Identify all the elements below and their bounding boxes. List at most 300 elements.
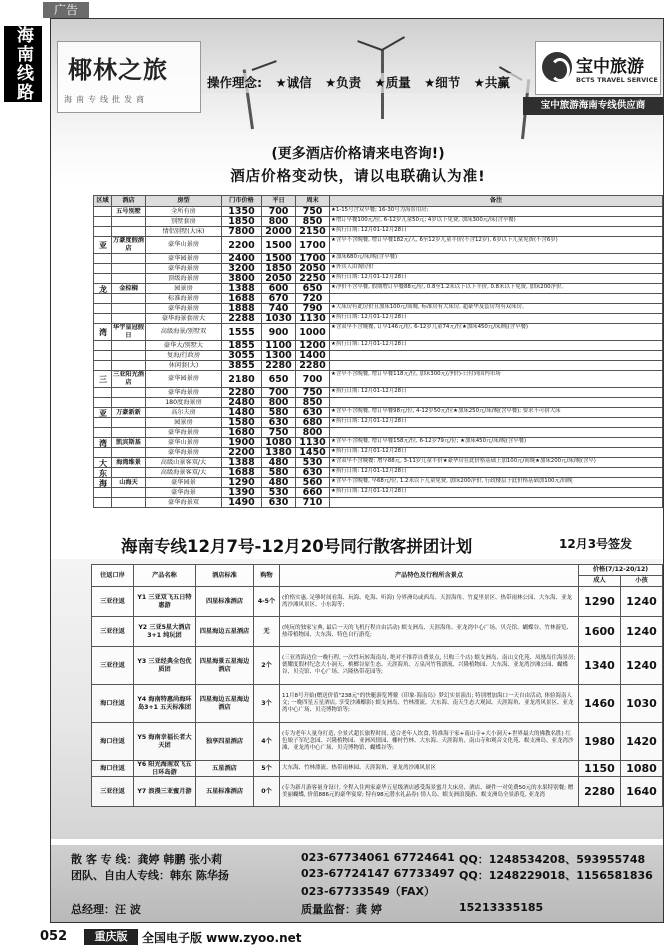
rack-price-cell: 1855 xyxy=(222,341,262,351)
hotel-cell: 山海天 xyxy=(112,478,146,488)
region-cell xyxy=(94,304,112,314)
weekend-price-cell: 800 xyxy=(296,428,330,438)
rack-price-cell: 3855 xyxy=(222,361,262,371)
region-cell: 亚 xyxy=(94,237,112,254)
weekend-price-cell: 1700 xyxy=(296,254,330,264)
weekday-price-cell: 670 xyxy=(262,294,296,304)
table-row xyxy=(94,438,663,448)
bcts-logo xyxy=(535,41,661,95)
note-cell xyxy=(330,498,663,508)
child-price-cell: 1640 xyxy=(620,777,662,807)
yelin-logo-subtitle: 海南专线批发商 xyxy=(64,95,148,104)
weekday-price-cell: 1500 xyxy=(262,254,296,264)
hotel-standard-cell: 四星海边五星酒店 xyxy=(196,617,254,647)
note-cell: ★外宾人由淘房价 xyxy=(330,264,663,274)
product-name-cell: Y7 浪漫三亚蜜月游 xyxy=(134,777,196,807)
general-manager: 总经理：汪 波 xyxy=(71,903,141,916)
port-cell: 三亚往返 xyxy=(92,587,134,617)
region-cell xyxy=(94,398,112,408)
concept-item: ★诚信 xyxy=(275,75,312,90)
rack-price-cell: 1388 xyxy=(222,458,262,468)
hotel-cell: 万豪新新 xyxy=(112,408,146,418)
note-cell: ★含早不含晚餐, 增订早餐118元/位, 加床300元(净价)-只付到国内市场 xyxy=(330,371,663,388)
rack-price-cell: 1490 xyxy=(222,498,262,508)
table-row xyxy=(94,227,663,237)
region-cell xyxy=(94,428,112,438)
port-cell: 海口往返 xyxy=(92,685,134,723)
note-cell: ★含双早不含晚餐, 订早146元/位, 6-12岁儿童74元/位★加床450元/床/晚(含早餐) xyxy=(330,324,663,341)
edition-text: 全国电子版 www.zyoo.net xyxy=(142,931,302,945)
region-cell: 湾 xyxy=(94,324,112,341)
hotel-cell: 金棕榈 xyxy=(112,284,146,294)
region-cell xyxy=(94,274,112,284)
col-header: 门市价格 xyxy=(222,196,262,207)
operating-concept-bar xyxy=(201,73,535,93)
weekend-price-cell: 850 xyxy=(296,217,330,227)
note-cell xyxy=(330,398,663,408)
more-hotels-note: (更多酒店价格请来电咨询!) xyxy=(271,146,445,162)
room-type-cell: 豪华海景双 xyxy=(146,498,222,508)
table-row xyxy=(94,217,663,227)
hotel-cell xyxy=(112,448,146,458)
child-price-cell: 1240 xyxy=(620,587,662,617)
rack-price-cell: 1688 xyxy=(222,468,262,478)
child-price-cell: 1420 xyxy=(620,723,662,761)
table-row xyxy=(94,351,663,361)
room-type-cell: 豪华海景房 xyxy=(146,448,222,458)
weekday-price-cell: 630 xyxy=(262,418,296,428)
weekend-price-cell: 650 xyxy=(296,284,330,294)
hotel-price-table xyxy=(93,195,663,508)
weekend-price-cell: 1200 xyxy=(296,341,330,351)
table-row xyxy=(94,468,663,478)
child-price-cell: 1030 xyxy=(620,685,662,723)
group-line-phone: 023-67724147 67733497 xyxy=(301,867,455,880)
room-type-cell: 复海/行政房 xyxy=(146,351,222,361)
weekend-price-cell: 1130 xyxy=(296,314,330,324)
note-cell: ★含早不含晚餐, 增订早餐158元/位, 6-12岁79元/位; ★加床450元/床/晚(含早餐) xyxy=(330,438,663,448)
itinerary-cell: (专为新月游客量身设计, 全程入住两家豪华五星级酒店感受海景蜜月大床房、酒店、硬件一对免费50元的水果特别餐; 赠美丽蝴蝶, 价值886元的豪华宴席; 特有98元潜水礼品券) 情人岛、蜈支洲浪漫游、蜈支洲岛全景游览, 亚龙湾 xyxy=(280,777,579,807)
col-header: 成人 xyxy=(578,576,620,587)
product-name-cell: Y6 阳光海南双飞五日环岛游 xyxy=(134,761,196,777)
port-cell: 三亚往返 xyxy=(92,617,134,647)
table-row xyxy=(94,324,663,341)
table-row xyxy=(92,723,663,761)
table-header-row xyxy=(92,565,663,576)
concept-item: ★质量 xyxy=(374,75,411,90)
region-cell xyxy=(94,294,112,304)
hotel-cell xyxy=(112,217,146,227)
product-name-cell: Y2 三亚5星大酒店3+1 纯玩团 xyxy=(134,617,196,647)
weekday-price-cell: 800 xyxy=(262,398,296,408)
weekend-price-cell: 2250 xyxy=(296,274,330,284)
table-row xyxy=(94,304,663,314)
col-header: 产品特色及行程所含景点 xyxy=(280,565,579,587)
region-cell: 亚 xyxy=(94,408,112,418)
room-type-cell: 高级海景/别墅双 xyxy=(146,324,222,341)
rack-price-cell: 1580 xyxy=(222,418,262,428)
weekday-price-cell: 800 xyxy=(262,217,296,227)
table-row xyxy=(94,408,663,418)
table-row xyxy=(94,448,663,458)
port-cell: 三亚往返 xyxy=(92,777,134,807)
table-row xyxy=(94,341,663,351)
route-label: 海南线路 xyxy=(4,26,42,102)
quality-supervisor: 质量监督：龚 婷 xyxy=(301,903,382,916)
ad-page xyxy=(50,18,664,923)
weekday-price-cell: 1030 xyxy=(262,314,296,324)
room-type-cell: 高级海景客双/大 xyxy=(146,468,222,478)
hotel-cell xyxy=(112,428,146,438)
weekday-price-cell: 1850 xyxy=(262,264,296,274)
weekend-price-cell: 1400 xyxy=(296,351,330,361)
shopping-cell: 4个 xyxy=(254,723,280,761)
weekday-price-cell: 650 xyxy=(262,371,296,388)
col-header: 产品名称 xyxy=(134,565,196,587)
hotel-cell xyxy=(112,468,146,478)
note-cell: ★1-15号含双早餐; 16-30号为海景用房; xyxy=(330,207,663,217)
rack-price-cell: 2400 xyxy=(222,254,262,264)
hotel-cell xyxy=(112,498,146,508)
shopping-cell: 2个 xyxy=(254,647,280,685)
room-type-cell: 豪华海景房 xyxy=(146,388,222,398)
yelin-logo xyxy=(57,41,201,113)
region-cell xyxy=(94,264,112,274)
palm-frond-decoration xyxy=(252,60,277,71)
col-header: 平日 xyxy=(262,196,296,207)
left-strip xyxy=(0,0,50,948)
room-type-cell: 全所有房 xyxy=(146,207,222,217)
note-cell: ★净价不含早餐, 假期增订早餐88元/位, 0.8至1.2米以下以下半价, 0.8米以下免费, 加床200净价。 xyxy=(330,284,663,294)
hotel-cell: 海湾维景 xyxy=(112,458,146,468)
weekend-price-cell: 1450 xyxy=(296,448,330,458)
rack-price-cell: 1888 xyxy=(222,304,262,314)
hotel-cell xyxy=(112,418,146,428)
hotel-cell xyxy=(112,314,146,324)
region-cell xyxy=(94,388,112,398)
product-name-cell: Y5 海南幸福长者大天团 xyxy=(134,723,196,761)
room-type-cell: 豪华山景房 xyxy=(146,438,222,448)
weekday-price-cell: 900 xyxy=(262,324,296,341)
hotel-cell xyxy=(112,264,146,274)
rack-price-cell: 1680 xyxy=(222,428,262,438)
concept-label: 操作理念: xyxy=(207,75,262,90)
rack-price-cell: 1390 xyxy=(222,488,262,498)
product-name-cell: Y1 三亚双飞五日特惠游 xyxy=(134,587,196,617)
weekday-price-cell: 530 xyxy=(262,488,296,498)
rack-price-cell: 7800 xyxy=(222,227,262,237)
rack-price-cell: 2200 xyxy=(222,237,262,254)
tour-table-wrap xyxy=(91,564,663,807)
hotel-cell: 五号别墅 xyxy=(112,207,146,217)
rack-price-cell: 1350 xyxy=(222,207,262,217)
weekday-price-cell: 1300 xyxy=(262,351,296,361)
table-row xyxy=(94,418,663,428)
note-cell: ★含早不含晚餐, 早68元/位, 1.2米以下儿童免费, 加床200净价, 行政楼层于此价格基础加100元/间晚 xyxy=(330,478,663,488)
rack-price-cell: 1388 xyxy=(222,284,262,294)
table-row xyxy=(92,777,663,807)
table-row xyxy=(92,761,663,777)
yelin-logo-title: 椰林之旅 xyxy=(68,56,168,84)
table-row xyxy=(94,388,663,398)
rack-price-cell: 2280 xyxy=(222,388,262,398)
weekend-price-cell: 2050 xyxy=(296,264,330,274)
weekend-price-cell: 660 xyxy=(296,488,330,498)
supervisor-phone: 15213335185 xyxy=(459,901,544,914)
weekday-price-cell: 1500 xyxy=(262,237,296,254)
note-cell: ★执行日期: 12月01-12月28日 xyxy=(330,274,663,284)
weekday-price-cell: 700 xyxy=(262,388,296,398)
table-row xyxy=(94,371,663,388)
port-cell: 海口往返 xyxy=(92,761,134,777)
table-row xyxy=(94,428,663,438)
contact-panel xyxy=(51,845,664,923)
retail-line-label: 散 客 专 线：龚婷 韩鹏 张小莉 xyxy=(71,853,223,866)
weekend-price-cell: 2150 xyxy=(296,227,330,237)
port-cell: 三亚往返 xyxy=(92,647,134,685)
table-row xyxy=(94,361,663,371)
weekend-price-cell: 790 xyxy=(296,304,330,314)
table-row xyxy=(94,478,663,488)
product-name-cell: Y3 三亚经典全包优质团 xyxy=(134,647,196,685)
weekend-price-cell: 720 xyxy=(296,294,330,304)
weekend-price-cell: 1700 xyxy=(296,237,330,254)
child-price-cell: 1240 xyxy=(620,617,662,647)
rack-price-cell: 1290 xyxy=(222,478,262,488)
adult-price-cell: 2280 xyxy=(578,777,620,807)
weekday-price-cell: 1380 xyxy=(262,448,296,458)
room-type-cell: 豪华园景房 xyxy=(146,254,222,264)
hotel-cell xyxy=(112,488,146,498)
hotel-standard-cell: 独享四星酒店 xyxy=(196,723,254,761)
weekday-price-cell: 600 xyxy=(262,284,296,294)
rack-price-cell: 1555 xyxy=(222,324,262,341)
weekday-price-cell: 630 xyxy=(262,498,296,508)
shopping-cell: 0个 xyxy=(254,777,280,807)
hotel-cell xyxy=(112,254,146,264)
weekday-price-cell: 580 xyxy=(262,408,296,418)
room-type-cell: 豪华园景房 xyxy=(146,371,222,388)
room-type-cell: 别墅套房 xyxy=(146,217,222,227)
table-row xyxy=(94,284,663,294)
ad-tag: 广告 xyxy=(43,2,89,18)
weekday-price-cell: 2000 xyxy=(262,227,296,237)
region-cell xyxy=(94,341,112,351)
weekend-price-cell: 750 xyxy=(296,388,330,398)
note-cell: ★执行日期: 12月01-12月28日 xyxy=(330,448,663,458)
note-cell: ★含早不含晚餐, 增订早餐182元/人, 6至12岁儿童半价(不含12岁), 6岁以下儿童免费(不含6岁) xyxy=(330,237,663,254)
rack-price-cell: 2288 xyxy=(222,314,262,324)
col-header: 酒店 xyxy=(112,196,146,207)
region-cell: 海 xyxy=(94,478,112,488)
hotel-cell xyxy=(112,398,146,408)
col-header: 酒店标准 xyxy=(196,565,254,587)
child-price-cell: 1080 xyxy=(620,761,662,777)
col-header: 价格(7/12-20/12) xyxy=(578,565,662,576)
hotel-cell: 凯宾斯基 xyxy=(112,438,146,448)
note-cell xyxy=(330,294,663,304)
header-banner xyxy=(51,19,664,187)
table-header-row xyxy=(94,196,663,207)
table-row xyxy=(94,458,663,468)
table-row xyxy=(94,294,663,304)
region-cell: 湾 xyxy=(94,438,112,448)
weekday-price-cell: 2050 xyxy=(262,274,296,284)
note-cell: ★大床房有此房价且加床100元/间晚, 标准房有大床房, 超豪华及套房均有双床房。 xyxy=(330,304,663,314)
table-row xyxy=(94,498,663,508)
weekday-price-cell: 750 xyxy=(262,428,296,438)
note-cell xyxy=(330,351,663,361)
adult-price-cell: 1980 xyxy=(578,723,620,761)
col-header: 往返口岸 xyxy=(92,565,134,587)
adult-price-cell: 1600 xyxy=(578,617,620,647)
room-type-cell: 豪华大/别墅大 xyxy=(146,341,222,351)
weekday-price-cell: 2280 xyxy=(262,361,296,371)
table-row xyxy=(94,274,663,284)
bcts-swirl-icon xyxy=(542,52,572,82)
page-footer xyxy=(0,926,672,948)
bcts-subtitle: 宝中旅游海南专线供应商 xyxy=(523,97,663,115)
itinerary-cell: (价格实惠, 足够时间看海、玩海、吃海、听海) 分界洲岛或西岛、天涯海角、竹夏里景区、热带雨林公园、大东海、亚龙湾沙滩风景区、小东海等; xyxy=(280,587,579,617)
palm-frond-decoration xyxy=(357,40,382,51)
shopping-cell: 3个 xyxy=(254,685,280,723)
note-cell: ★增订早餐100元/位, 6-12岁儿童50元; 4岁以下免费, 加床300元/床(含早餐) xyxy=(330,217,663,227)
palm-frond-decoration xyxy=(382,36,406,51)
page-number: 052 xyxy=(40,929,68,944)
rack-price-cell: 2180 xyxy=(222,371,262,388)
region-cell xyxy=(94,217,112,227)
hotel-standard-cell: 五星标准酒店 xyxy=(196,777,254,807)
rack-price-cell: 1850 xyxy=(222,217,262,227)
hotel-cell: 三亚阳光酒店 xyxy=(113,371,144,386)
table-row xyxy=(94,314,663,324)
table-row xyxy=(94,254,663,264)
col-header: 周末 xyxy=(296,196,330,207)
adult-price-cell: 1340 xyxy=(578,647,620,685)
note-cell xyxy=(330,361,663,371)
weekday-price-cell: 480 xyxy=(262,478,296,488)
hotel-standard-cell: 四星标准酒店 xyxy=(196,587,254,617)
room-type-cell: 豪华海景 xyxy=(146,488,222,498)
weekday-price-cell: 1100 xyxy=(262,341,296,351)
region-cell: 东 xyxy=(94,468,112,478)
weekend-price-cell: 630 xyxy=(296,468,330,478)
shopping-cell: 4-5个 xyxy=(254,587,280,617)
region-cell xyxy=(94,361,112,371)
weekday-price-cell: 740 xyxy=(262,304,296,314)
hotel-cell: 万豪度假酒店 xyxy=(113,237,144,252)
room-type-cell: 园景房 xyxy=(146,284,222,294)
edition-badge: 重庆版 xyxy=(84,929,138,945)
col-header: 小孩 xyxy=(620,576,662,587)
rack-price-cell: 1900 xyxy=(222,438,262,448)
hotel-standard-cell: 四星海景五星海边酒店 xyxy=(196,647,254,685)
col-header: 房型 xyxy=(146,196,222,207)
room-type-cell: 豪华海景房 xyxy=(146,428,222,438)
weekend-price-cell: 560 xyxy=(296,478,330,488)
weekend-price-cell: 710 xyxy=(296,498,330,508)
concept-item: ★细节 xyxy=(424,75,461,90)
note-cell xyxy=(330,428,663,438)
group-line-label: 团队、自由人专线：韩东 陈华扬 xyxy=(71,869,229,882)
retail-line-phone: 023-67734061 67724641 xyxy=(301,851,455,864)
note-cell: ★含双早不含晚餐: 增早88元, 3-11岁儿童半价★豪华房在此价格基础上加100元/间晚★加床200元/床/晚(含早) xyxy=(330,458,663,468)
weekend-price-cell: 700 xyxy=(296,371,330,388)
hotel-cell xyxy=(112,351,146,361)
region-cell xyxy=(94,254,112,264)
region-cell xyxy=(94,498,112,508)
weekend-price-cell: 2280 xyxy=(296,361,330,371)
note-cell: ★执行日期: 12月01-12月28日 xyxy=(330,314,663,324)
room-type-cell: 情侣别墅(大床) xyxy=(146,227,222,237)
hotel-price-table-wrap xyxy=(93,195,663,508)
hotel-cell xyxy=(112,227,146,237)
retail-line-qq: QQ：1248534208、593955748 xyxy=(459,853,646,866)
table-row xyxy=(94,237,663,254)
table-row xyxy=(94,264,663,274)
table-row xyxy=(92,617,663,647)
region-cell xyxy=(94,448,112,458)
note-cell: ★执行日期: 12月01-12月28日 xyxy=(330,468,663,478)
itinerary-cell: (专为老年人量身打造, 全景式超长旅程时间, 适合老年人饮食, 特准海于家+南山寺+大小洞天+世界最大的佛教名胜) 红色娘子军纪念园、兴隆植物园、亚洲风情园、椰村竹林、大东海、天涯海角、南山寺和观音文化苑、蜈支洲岛、亚龙湾沙滩、亚龙湾中心广场、贝壳博物馆、蝴蝶谷等; xyxy=(280,723,579,761)
rack-price-cell: 1688 xyxy=(222,294,262,304)
table-row xyxy=(92,647,663,685)
hotel-standard-cell: 五星酒店 xyxy=(196,761,254,777)
table-row xyxy=(92,685,663,723)
tour-plan-table xyxy=(91,564,663,807)
itinerary-cell: (纯玩的独家宝典, 最后一天的飞机行程自由活动) 蜈支洲岛、天涯海角、亚龙湾中心广场、贝壳馆、蝴蝶谷、竹林游览、热带植物园、大东海、特色自行游览; xyxy=(280,617,579,647)
weekend-price-cell: 1130 xyxy=(296,438,330,448)
bcts-logo-english: BCTS TRAVEL SERVICE xyxy=(576,76,658,84)
adult-price-cell: 1460 xyxy=(578,685,620,723)
adult-price-cell: 1150 xyxy=(578,761,620,777)
col-header: 区域 xyxy=(94,196,112,207)
shopping-cell: 无 xyxy=(254,617,280,647)
fax-line: 023-67733549（FAX） xyxy=(301,885,436,898)
hotel-cell: 华宇皇冠假日 xyxy=(113,324,144,339)
note-cell: ★执行日期: 12月01-12月28日 xyxy=(330,418,663,428)
note-cell: ★执行日期: 12月01-12月28日 xyxy=(330,227,663,237)
rack-price-cell: 3200 xyxy=(222,264,262,274)
concept-item: ★负责 xyxy=(324,75,362,90)
note-cell: ★执行日期: 12月01-12月28日 xyxy=(330,488,663,498)
price-change-notice: 酒店价格变动快，请以电联确认为准! xyxy=(230,169,486,185)
weekday-price-cell: 1080 xyxy=(262,438,296,448)
hotel-cell xyxy=(112,361,146,371)
rack-price-cell: 1480 xyxy=(222,408,262,418)
hotel-cell xyxy=(112,341,146,351)
room-type-cell: 豪华海景房 xyxy=(146,264,222,274)
table-row xyxy=(94,207,663,217)
product-name-cell: Y4 海南特惠尚海环岛3+1 五天标准团 xyxy=(134,685,196,723)
hotel-cell xyxy=(112,294,146,304)
region-cell: 龙 xyxy=(94,284,112,294)
port-cell: 海口往返 xyxy=(92,723,134,761)
room-type-cell: 顶级海景房 xyxy=(146,274,222,284)
room-type-cell: 豪华海景房 xyxy=(146,304,222,314)
concept-item: ★共赢 xyxy=(473,75,510,90)
note-cell: ★执行日期: 12月01-12月28日 xyxy=(330,388,663,398)
group-line-qq: QQ：1248229018、1156581836 xyxy=(459,869,653,882)
tour-plan-title: 海南专线12月7号-12月20号同行散客拼团计划 xyxy=(121,537,473,556)
region-cell xyxy=(94,418,112,428)
region-cell xyxy=(94,314,112,324)
itinerary-cell: 11月8号开始(赠送价值"238元"的快艇游览博鳌《印象·海南岛》梦幻实景演出; 特别增加海口一天自由活动, 体验海南人文; 一晚四星五星酒店, 享受沙滩椰影) 蜈支洲岛、竹林漂流、大东海、南天生态大观园、天涯海角、亚龙湾风景区、亚龙湾中心广场、贝壳博物馆等; xyxy=(280,685,579,723)
rack-price-cell: 2480 xyxy=(222,398,262,408)
col-header: 备注 xyxy=(330,196,663,207)
room-type-cell: 休闲套(大) xyxy=(146,361,222,371)
table-row xyxy=(94,488,663,498)
